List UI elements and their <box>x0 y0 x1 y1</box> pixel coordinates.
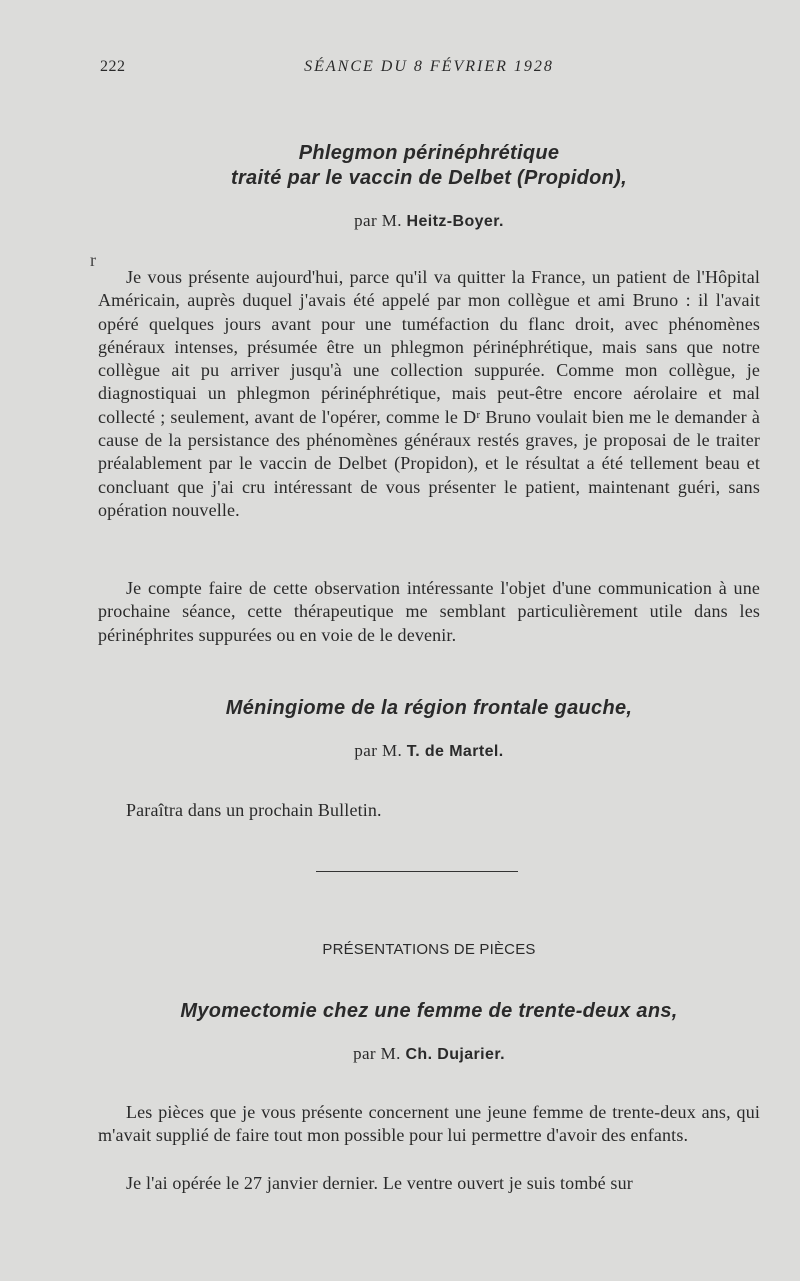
article-paragraph: Je compte faire de cette observation intéressante l'objet d'une communication à une prochaine séance, cette thérapeutique me semblant particulièrement utile dans les périnéphrites suppurées ou en voie de le devenir. <box>98 578 760 645</box>
article-paragraph: Je l'ai opérée le 27 janvier dernier. Le ventre ouvert je suis tombé sur <box>126 1173 633 1193</box>
section-divider <box>316 871 518 872</box>
running-header <box>98 58 760 80</box>
article-byline <box>98 211 760 231</box>
article-title: Myomectomie chez une femme de trente-deux ans, <box>180 1000 678 1022</box>
handwritten-margin-mark: r <box>90 250 96 270</box>
article-paragraph: Je vous présente aujourd'hui, parce qu'il va quitter la France, un patient de l'Hôpital Américain, auprès duquel j'avais été appelé par mon collègue et ami Bruno : il l'avait opéré quelques jours avant pour une tuméfaction du flanc droit, avec phénomènes généraux intenses, présumée être un phlegmon périnéphrétique, mais sans que notre collègue ait pu arriver jusqu'à une collection suppurée. Comme mon collègue, je diagnostiquai un phlegmon périnéphrétique, mais peut-être encore aérolaire et mal collecté ; seulement, avant de l'opérer, comme le Dʳ Bruno voulait bien me le demander à cause de la persistance des phénomènes généraux restés graves, je proposai de le traiter préalablement par le vaccin de Delbet (Propidon), et le résultat a été tellement beau et concluant que j'ai cru intéressant de vous présenter le patient, maintenant guéri, sans opération nouvelle. <box>98 267 760 520</box>
running-title: SÉANCE DU 8 FÉVRIER 1928 <box>304 58 554 75</box>
author-name: Ch. Dujarier. <box>405 1046 505 1063</box>
byline-prefix: par M. <box>354 741 403 760</box>
author-name: Heitz-Boyer. <box>406 213 504 230</box>
article-byline <box>98 1044 760 1064</box>
article-byline <box>98 741 760 761</box>
section-heading: PRÉSENTATIONS DE PIÈCES <box>322 941 536 958</box>
byline-prefix: par M. <box>354 211 402 230</box>
article-paragraph: Paraîtra dans un prochain Bulletin. <box>126 800 382 820</box>
article-title-line-2: traité par le vaccin de Delbet (Propidon), <box>230 167 628 189</box>
byline-prefix: par M. <box>353 1044 401 1063</box>
page-number: 222 <box>100 58 126 75</box>
author-name: T. de Martel. <box>406 743 504 760</box>
article-title-line-1: Phlegmon périnéphrétique <box>298 142 560 164</box>
article-title: Méningiome de la région frontale gauche, <box>225 697 633 719</box>
article-paragraph: Les pièces que je vous présente concernent une jeune femme de trente-deux ans, qui m'avait supplié de faire tout mon possible pour lui permettre d'avoir des enfants. <box>98 1102 760 1146</box>
